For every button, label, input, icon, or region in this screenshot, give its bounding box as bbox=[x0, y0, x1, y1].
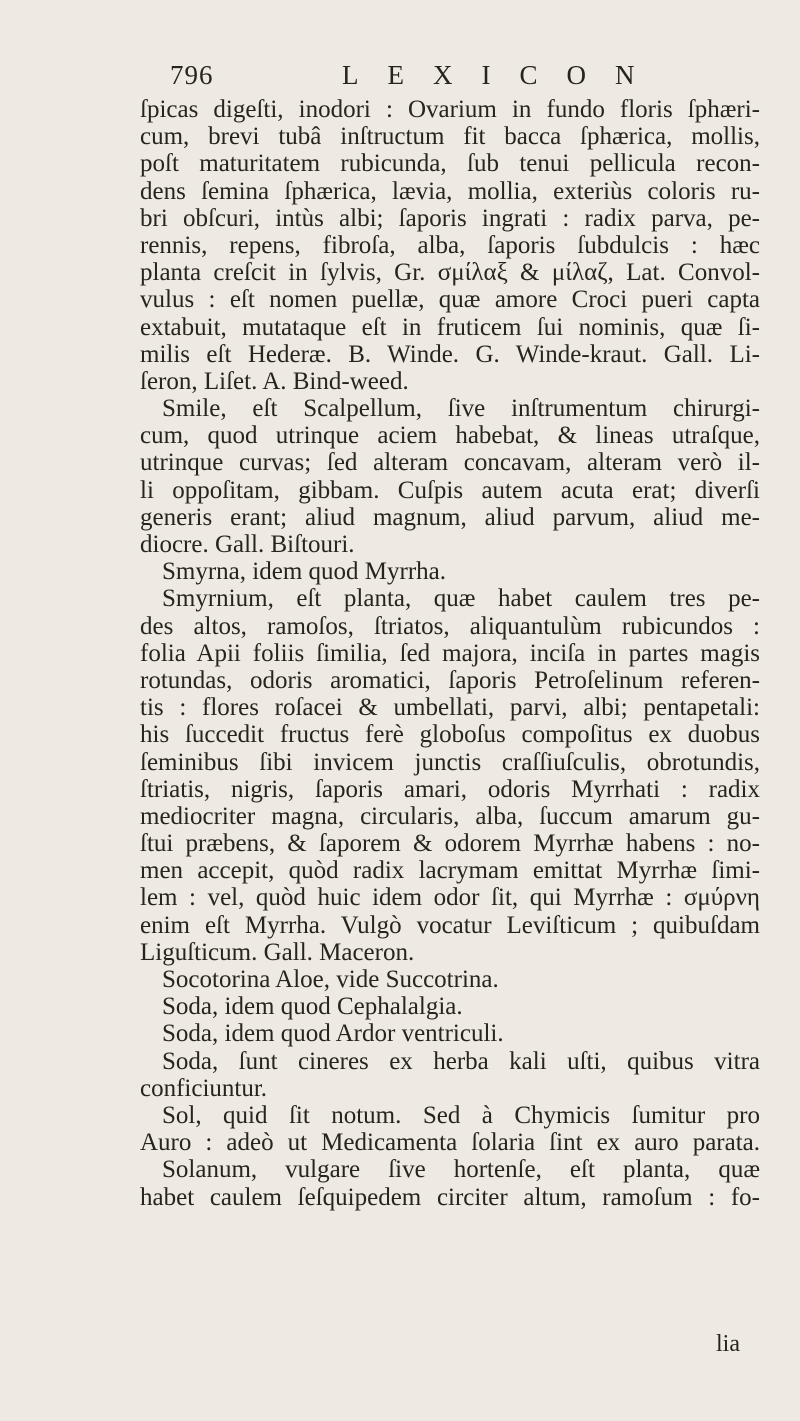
text-line: Soda, idem quod Ardor ventriculi. bbox=[162, 1020, 504, 1048]
text-line: bri obſcuri, intùs albi; ſaporis ingrati : radix parva, pe- bbox=[140, 204, 760, 232]
text-line: generis erant; aliud magnum, aliud parvum, aliud me- bbox=[140, 503, 760, 531]
text-line: habet caulem ſeſquipedem circiter altum, ramoſum : fo- bbox=[140, 1183, 760, 1211]
text-line: folia Apii foliis ſimilia, ſed majora, inciſa in partes magis bbox=[140, 639, 760, 667]
text-line: Solanum, vulgare ſive hortenſe, eſt planta, quæ bbox=[162, 1156, 760, 1184]
text-line: utrinque curvas; ſed alteram concavam, alteram verò il- bbox=[140, 449, 760, 477]
text-line: his ſuccedit fructus ferè globoſus compoſitus ex duobus bbox=[140, 721, 760, 749]
text-line: cum, quod utrinque aciem habebat, & lineas utraſque, bbox=[140, 422, 760, 450]
text-line: dens ſemina ſphærica, lævia, mollia, exteriùs coloris ru- bbox=[140, 177, 760, 205]
text-line: extabuit, mutataque eſt in fruticem ſui nominis, quæ ſi- bbox=[140, 313, 760, 341]
text-line: men accepit, quòd radix lacrymam emittat Myrrhæ ſimi- bbox=[140, 857, 760, 885]
text-line: Liguſticum. Gall. Maceron. bbox=[140, 938, 415, 966]
text-line: rotundas, odoris aromatici, ſaporis Petroſelinum referen- bbox=[140, 666, 760, 694]
catchword: lia bbox=[716, 1331, 740, 1357]
text-line: diocre. Gall. Biſtouri. bbox=[140, 531, 355, 558]
text-line: conficiuntur. bbox=[140, 1074, 268, 1102]
text-line: des altos, ramoſos, ſtriatos, aliquantulùm rubicundos : bbox=[140, 612, 760, 640]
text-line: vulus : eſt nomen puellæ, quæ amore Croci pueri capta bbox=[140, 286, 760, 314]
text-line: Socotorina Aloe, vide Succotrina. bbox=[162, 966, 499, 993]
text-line: mediocriter magna, circularis, alba, ſuccum amarum gu- bbox=[140, 802, 760, 830]
text-line: Smyrnium, eſt planta, quæ habet caulem tres pe- bbox=[162, 585, 760, 613]
text-line: lem : vel, quòd huic idem odor ſit, qui Myrrhæ : σμύρνη bbox=[140, 884, 760, 912]
text-line: milis eſt Hederæ. B. Winde. G. Winde-kraut. Gall. Li- bbox=[140, 340, 760, 368]
text-block bbox=[140, 96, 760, 1211]
text-line: ſpicas digeſti, inodori : Ovarium in fundo floris ſphæri- bbox=[140, 96, 760, 123]
text-line: cum, brevi tubâ inſtructum fit bacca ſphærica, mollis, bbox=[140, 123, 760, 151]
text-line: Auro : adeò ut Medicamenta ſolaria ſint ex auro parata. bbox=[140, 1129, 760, 1157]
text-line: rennis, repens, fibroſa, alba, ſaporis ſubdulcis : hæc bbox=[140, 231, 760, 259]
text-line: planta creſcit in ſylvis, Gr. σμίλαξ & μίλαζ, Lat. Convol- bbox=[140, 259, 760, 287]
text-line: Soda, idem quod Cephalalgia. bbox=[162, 993, 463, 1021]
text-line: enim eſt Myrrha. Vulgò vocatur Leviſticum ; quibuſdam bbox=[140, 911, 760, 939]
page-number: 796 bbox=[170, 60, 214, 90]
text-line: Smile, eſt Scalpellum, ſive inſtrumentum chirurgi- bbox=[162, 395, 760, 423]
text-line: Soda, ſunt cineres ex herba kali uſti, quibus vitra bbox=[162, 1047, 760, 1075]
text-line: ſeron, Liſet. A. Bind-weed. bbox=[140, 367, 409, 395]
text-line: poſt maturitatem rubicunda, ſub tenui pellicula recon- bbox=[140, 150, 760, 178]
running-title: LEXICON bbox=[342, 60, 664, 90]
text-line: Smyrna, idem quod Myrrha. bbox=[162, 558, 446, 586]
page-header bbox=[170, 60, 730, 100]
text-line: ſtriatis, nigris, ſaporis amari, odoris Myrrhati : radix bbox=[140, 775, 760, 803]
text-line: ſeminibus ſibi invicem junctis craſſiuſculis, obrotundis, bbox=[140, 748, 760, 776]
text-line: Sol, quid ſit notum. Sed à Chymicis ſumitur pro bbox=[162, 1101, 760, 1129]
text-line: tis : flores roſacei & umbellati, parvi, albi; pentapetali: bbox=[140, 694, 760, 722]
text-line: li oppoſitam, gibbam. Cuſpis autem acuta erat; diverſi bbox=[140, 476, 760, 504]
text-line: ſtui præbens, & ſaporem & odorem Myrrhæ habens : no- bbox=[140, 830, 760, 858]
